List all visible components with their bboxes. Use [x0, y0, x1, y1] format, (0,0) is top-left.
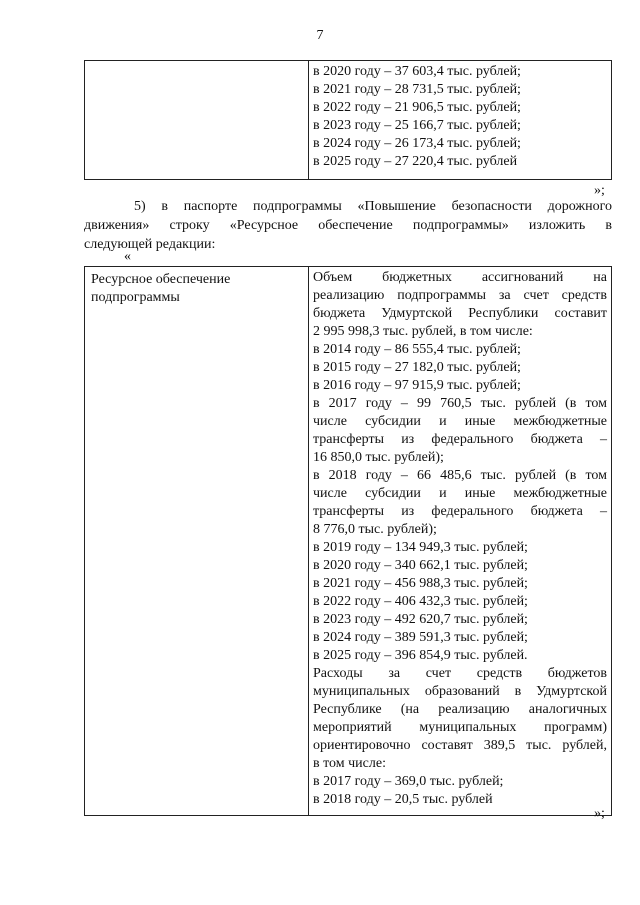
funding-year-line: в 2020 году – 37 603,4 тыс. рублей;	[313, 64, 521, 79]
funding-text-line: ориентировочно составят 389,5 тыс. рублей,	[313, 738, 607, 753]
funding-table-continuation	[84, 60, 612, 180]
funding-text-line: бюджета Удмуртской Республики составит	[313, 306, 607, 321]
resource-provision-table	[84, 266, 612, 816]
funding-year-line: в 2021 году – 28 731,5 тыс. рублей;	[313, 82, 521, 97]
funding-text-line: в 2021 году – 456 988,3 тыс. рублей;	[313, 576, 528, 591]
funding-text-line: трансферты из федерального бюджета –	[313, 504, 607, 519]
funding-text-line: в 2015 году – 27 182,0 тыс. рублей;	[313, 360, 521, 375]
funding-text-line: реализацию подпрограммы за счет средств	[313, 288, 607, 303]
funding-text-line: 2 995 998,3 тыс. рублей, в том числе:	[313, 324, 533, 339]
funding-text-line: в 2017 году – 369,0 тыс. рублей;	[313, 774, 504, 789]
page-number: 7	[316, 28, 324, 43]
opening-quote: «	[124, 249, 131, 264]
funding-text-line: 8 776,0 тыс. рублей);	[313, 522, 437, 537]
paragraph-line: движения» строку «Ресурсное обеспечение подпрограммы» изложить в	[84, 218, 612, 233]
funding-year-line: в 2023 году – 25 166,7 тыс. рублей;	[313, 118, 521, 133]
amendment-paragraph	[84, 197, 612, 254]
funding-text-line: в 2016 году – 97 915,9 тыс. рублей;	[313, 378, 521, 393]
funding-text-line: муниципальных образований в Удмуртской	[313, 684, 607, 699]
funding-text-line: в 2018 году – 66 485,6 тыс. рублей (в том	[313, 468, 607, 483]
funding-text-line: 16 850,0 тыс. рублей);	[313, 450, 444, 465]
funding-text-line: Объем бюджетных ассигнований на	[313, 270, 607, 285]
funding-text-line: в 2017 году – 99 760,5 тыс. рублей (в том	[313, 396, 607, 411]
table2-closing-quote: »;	[594, 806, 605, 821]
funding-text-line: в 2024 году – 389 591,3 тыс. рублей;	[313, 630, 528, 645]
paragraph-line: следующей редакции:	[84, 237, 216, 252]
funding-text-line: в 2023 году – 492 620,7 тыс. рублей;	[313, 612, 528, 627]
table1-closing-quote: »;	[594, 183, 605, 198]
funding-text-line: Расходы за счет средств бюджетов	[313, 666, 607, 681]
funding-text-line: Республике (на реализацию аналогичных	[313, 702, 607, 717]
funding-text-line: в том числе:	[313, 756, 386, 771]
funding-year-line: в 2024 году – 26 173,4 тыс. рублей;	[313, 136, 521, 151]
funding-text-line: в 2025 году – 396 854,9 тыс. рублей.	[313, 648, 528, 663]
row-label-line: подпрограммы	[91, 290, 180, 305]
funding-year-line: в 2025 году – 27 220,4 тыс. рублей	[313, 154, 518, 169]
row-label-line: Ресурсное обеспечение	[91, 272, 231, 287]
funding-text-line: в 2014 году – 86 555,4 тыс. рублей;	[313, 342, 521, 357]
paragraph-line: 5) в паспорте подпрограммы «Повышение безопасности дорожного	[134, 199, 612, 214]
table1-right-cell	[309, 61, 612, 180]
funding-text-line: в 2020 году – 340 662,1 тыс. рублей;	[313, 558, 528, 573]
funding-year-line: в 2022 году – 21 906,5 тыс. рублей;	[313, 100, 521, 115]
funding-text-line: в 2018 году – 20,5 тыс. рублей	[313, 792, 493, 807]
funding-text-line: числе субсидии и иные межбюджетные	[313, 414, 607, 429]
table2-left-cell	[85, 267, 309, 816]
funding-text-line: в 2022 году – 406 432,3 тыс. рублей;	[313, 594, 528, 609]
funding-text-line: в 2019 году – 134 949,3 тыс. рублей;	[313, 540, 528, 555]
table1-left-cell	[85, 61, 309, 180]
funding-text-line: числе субсидии и иные межбюджетные	[313, 486, 607, 501]
funding-text-line: трансферты из федерального бюджета –	[313, 432, 607, 447]
funding-text-line: мероприятий муниципальных программ)	[313, 720, 607, 735]
table2-right-cell	[309, 267, 612, 816]
